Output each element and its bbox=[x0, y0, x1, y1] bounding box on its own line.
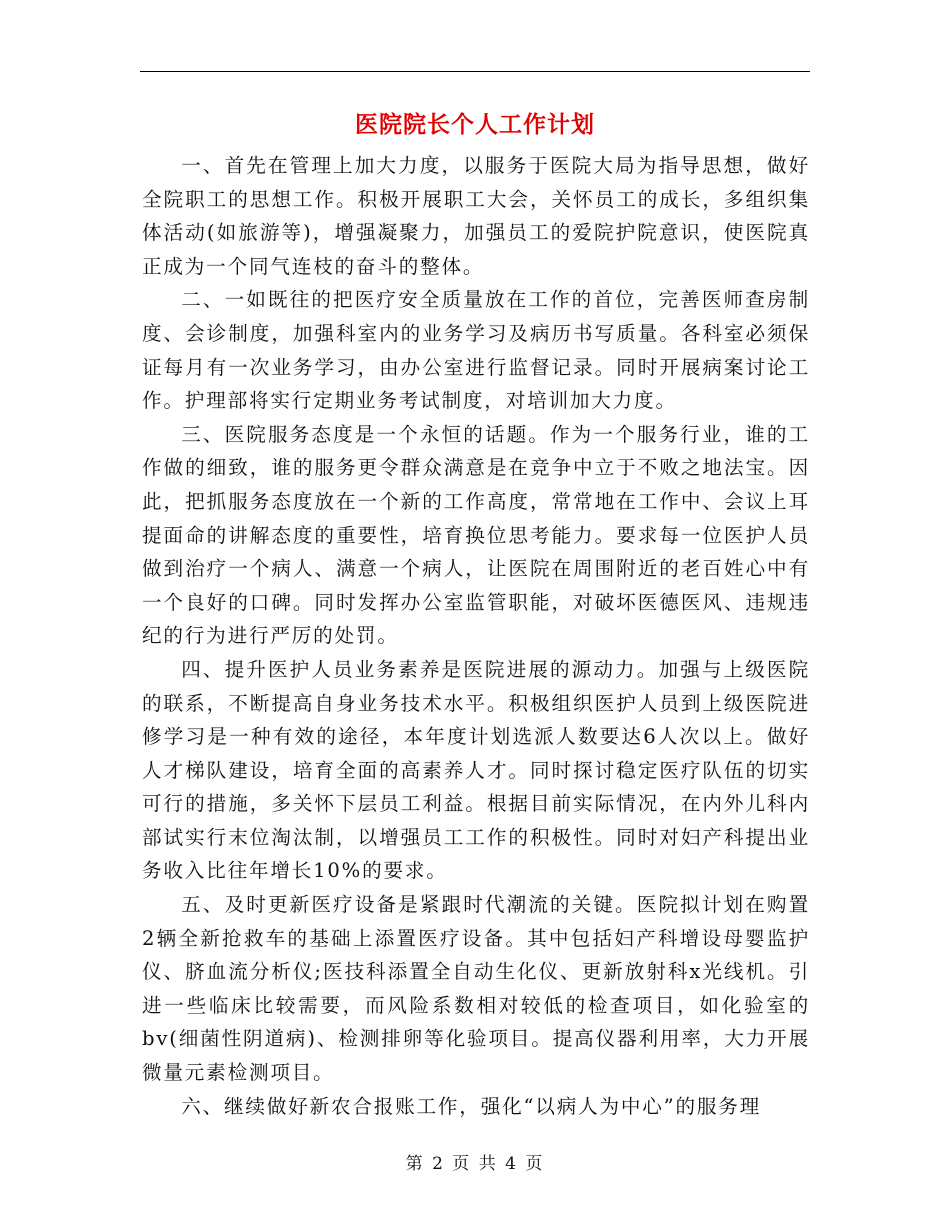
paragraph-2: 二、一如既往的把医疗安全质量放在工作的首位，完善医师查房制度、会诊制度，加强科室内的业务学习及病历书写质量。各科室必须保证每月有一次业务学习，由办公室进行监督记录。同时开展病案讨论工作。护理部将实行定期业务考试制度，对培训加大力度。 bbox=[142, 288, 810, 413]
paragraph-5: 五、及时更新医疗设备是紧跟时代潮流的关键。医院拟计划在购置2辆全新抢救车的基础上添置医疗设备。其中包括妇产科增设母婴监护仪、脐血流分析仪;医技科添置全自动生化仪、更新放射科x光线机。引进一些临床比较需要，而风险系数相对较低的检查项目，如化验室的bv(细菌性阴道病)、检测排卵等化验项目。提高仪器利用率，大力开展微量元素检测项目。 bbox=[142, 893, 810, 1085]
document-body bbox=[142, 149, 810, 1123]
paragraph-1: 一、首先在管理上加大力度，以服务于医院大局为指导思想，做好全院职工的思想工作。积极开展职工大会，关怀员工的成长，多组织集体活动(如旅游等)，增强凝聚力，加强员工的爱院护院意识，使医院真正成为一个同气连枝的奋斗的整体。 bbox=[142, 154, 810, 278]
document-title: 医院院长个人工作计划 bbox=[355, 112, 595, 138]
paragraph-3: 三、医院服务态度是一个永恒的话题。作为一个服务行业，谁的工作做的细致，谁的服务更令群众满意是在竞争中立于不败之地法宝。因此，把抓服务态度放在一个新的工作高度，常常地在工作中、会议上耳提面命的讲解态度的重要性，培育换位思考能力。要求每一位医护人员做到治疗一个病人、满意一个病人，让医院在周围附近的老百姓心中有一个良好的口碑。同时发挥办公室监管职能，对破坏医德医风、违规违纪的行为进行严厉的处罚。 bbox=[142, 422, 810, 648]
paragraph-4: 四、提升医护人员业务素养是医院进展的源动力。加强与上级医院的联系，不断提高自身业务技术水平。积极组织医护人员到上级医院进修学习是一种有效的途径，本年度计划选派人数要达6人次以上。做好人才梯队建设，培育全面的高素养人才。同时探讨稳定医疗队伍的切实可行的措施，多关怀下层员工利益。根据目前实际情况，在内外儿科内部试实行末位淘汰制，以增强员工工作的积极性。同时对妇产科提出业务收入比往年增长10%的要求。 bbox=[142, 657, 810, 883]
page-number: 第 2 页 共 4 页 bbox=[405, 1154, 545, 1174]
paragraph-6: 六、继续做好新农合报账工作，强化“以病人为中心”的服务理 bbox=[181, 1094, 762, 1118]
header-rule bbox=[140, 71, 810, 72]
